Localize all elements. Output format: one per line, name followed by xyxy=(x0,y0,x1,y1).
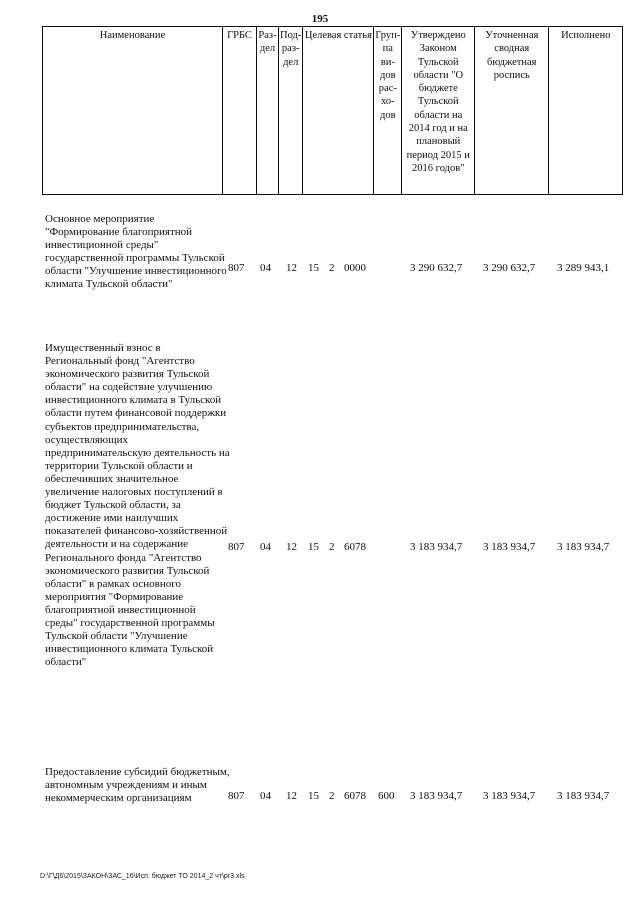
row-approved: 3 290 632,7 xyxy=(410,262,463,274)
row-executed: 3 289 943,1 xyxy=(557,262,610,274)
row-podrazdel: 12 xyxy=(286,541,297,553)
row-grbs: 807 xyxy=(228,262,245,274)
file-path-footer: D:\Г\Д6\2015\ЗАКОН\ЗАС_16\Исп. бюджет ТО 2014_2 чт\pr3.xls xyxy=(40,873,245,880)
table-header xyxy=(42,26,623,195)
row-razdel: 04 xyxy=(260,541,271,553)
row-razdel: 04 xyxy=(260,262,271,274)
row-approved: 3 183 934,7 xyxy=(410,541,463,553)
row-name: Предоставление субсидий бюджетным, автономным учреждениям и иным некоммерческим организациям xyxy=(45,766,230,805)
col-header-executed: Исполнено xyxy=(549,27,623,195)
row-refined: 3 183 934,7 xyxy=(483,790,536,802)
row-podrazdel: 12 xyxy=(286,790,297,802)
col-header-podrazdel: Под-раз-дел xyxy=(279,27,303,195)
page-number: 195 xyxy=(311,13,329,25)
row-executed: 3 183 934,7 xyxy=(557,790,610,802)
col-header-target-article: Целевая статья xyxy=(303,27,374,195)
col-header-name: Наименование xyxy=(43,27,223,195)
row-refined: 3 183 934,7 xyxy=(483,541,536,553)
row-name: Имущественный взнос в Региональный фонд "Агентство экономического развития Тульской области" на содействие улучшению инвестиционного климата в Тульской области путем финансовой поддержки субъектов предпринимательства, осуществляющих предпринимательскую деятельность на территории Тульской области и обеспечивших значительное увеличение налоговых поступлений в бюджет Тульской области, за достижение ими наилучших показателей финансово-хозяйственной деятельности и на содержание Регионального фонда "Агентство экономического развития Тульской области" в рамках основного мероприятия "Формирование благоприятной инвестиционной среды" государственной программы Тульской области "Улучшение инвестиционного климата Тульской области" xyxy=(45,342,230,669)
col-header-razdel: Раз-дел xyxy=(257,27,279,195)
col-header-expense-group: Груп-па ви-дов рас-хо-дов xyxy=(374,27,402,195)
row-executed: 3 183 934,7 xyxy=(557,541,610,553)
row-expense-group: 600 xyxy=(378,790,395,802)
row-target-article-subprogram: 2 xyxy=(329,541,335,553)
row-target-article-subprogram: 2 xyxy=(329,262,335,274)
col-header-approved: Утверждено Законом Тульской области "О бюджете Тульской области на 2014 год и на плановый период 2015 и 2016 годов" xyxy=(402,27,475,195)
row-target-article-program: 15 xyxy=(308,790,319,802)
row-target-article-program: 15 xyxy=(308,541,319,553)
row-razdel: 04 xyxy=(260,790,271,802)
col-header-grbs: ГРБС xyxy=(223,27,257,195)
row-target-article-direction: 6078 xyxy=(344,541,366,553)
row-target-article-program: 15 xyxy=(308,262,319,274)
col-header-refined: Уточненная сводная бюджетная роспись xyxy=(475,27,549,195)
row-target-article-direction: 6078 xyxy=(344,790,366,802)
row-grbs: 807 xyxy=(228,541,245,553)
row-refined: 3 290 632,7 xyxy=(483,262,536,274)
row-podrazdel: 12 xyxy=(286,262,297,274)
row-name: Основное мероприятие "Формирование благоприятной инвестиционной среды" государственной программы Тульской области "Улучшение инвестиционного климата Тульской области" xyxy=(45,213,227,291)
row-grbs: 807 xyxy=(228,790,245,802)
row-approved: 3 183 934,7 xyxy=(410,790,463,802)
row-target-article-direction: 0000 xyxy=(344,262,366,274)
row-target-article-subprogram: 2 xyxy=(329,790,335,802)
